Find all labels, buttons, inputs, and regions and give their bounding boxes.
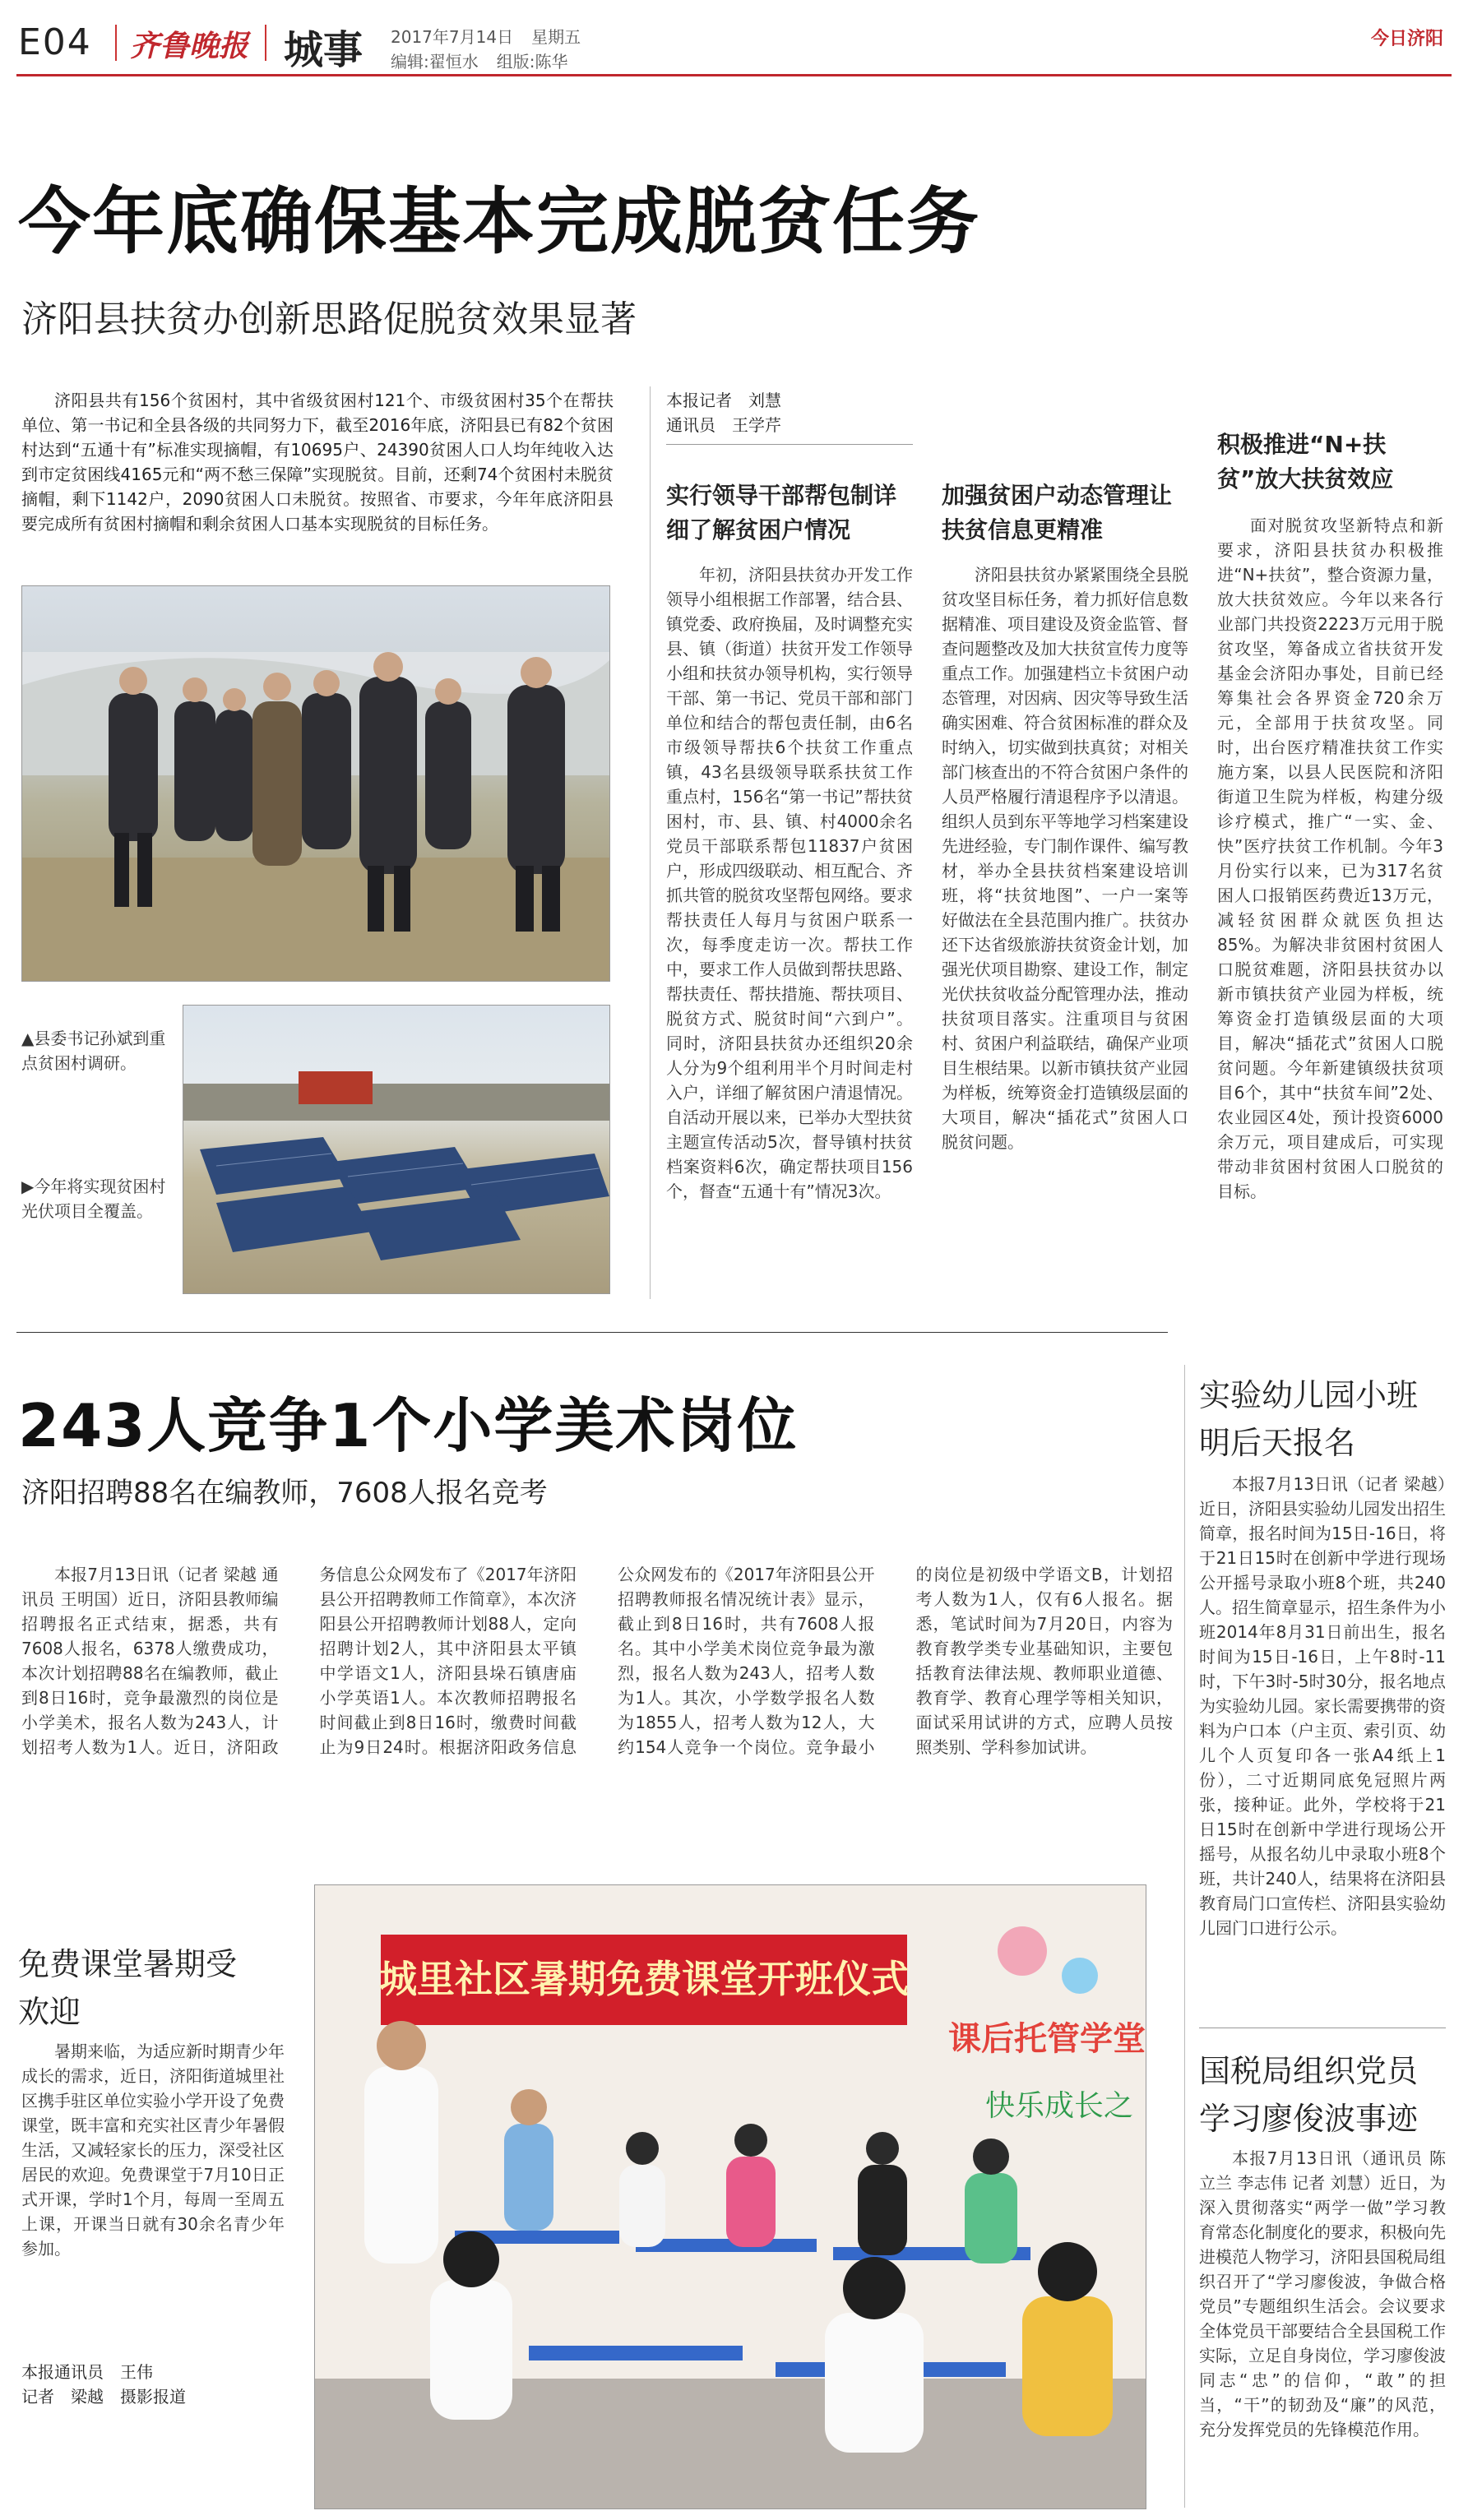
- byline-reporter: 本报记者 刘慧: [666, 391, 781, 410]
- issue-date: 2017年7月14日: [391, 27, 514, 47]
- editor-credit: 编辑:翟恒水: [391, 52, 479, 72]
- headline-tax-bureau: 国税局组织党员学习廖俊波事迹: [1199, 2053, 1419, 2137]
- page-header: [0, 0, 1468, 73]
- story1-col-c: 面对脱贫攻坚新特点和新要求，济阳县扶贫办积极推进“N+扶贫”，整合资源力量，放大扶贫效应。今年以来各行业部门共投资2223万元用于脱贫攻坚，筹备成立省扶贫开发基金会济阳办事处，目前已经筹集社会各界资金720余万元，全部用于扶贫攻坚。同时，出台医疗精准扶贫工作实施方案，以县人民医院和济阳街道卫生院为样板，构建分级诊疗模式，推广“一实、金、快”医疗扶贫工作机制。今年3月份实行以来，已为317名贫困人口报销医药费近13万元，减轻贫困群众就医负担达85%。为解决非贫困村贫困人口脱贫难题，济阳县扶贫办以新市镇扶贫产业园为样板，统筹资金打造镇级层面的大项目，解决“插花式”贫困人口脱贫问题。今年新建镇级扶贫项目6个，其中“扶贫车间”2处、农业园区4处，预计投资6000余万元，项目建成后，可实现带动非贫困村贫困人口脱贫的目标。: [1217, 516, 1443, 1201]
- subhead-b: 加强贫困户动态管理让扶贫信息更精准: [942, 482, 1173, 543]
- photo-officials-visit-art: [22, 586, 609, 981]
- caption-officials: ▲县委书记孙斌到重点贫困村调研。: [21, 1029, 166, 1073]
- subhead-c: 积极推进“N+扶贫”放大扶贫效应: [1217, 431, 1394, 492]
- subhead-a: 实行领导干部帮包制详细了解贫困户情况: [666, 482, 897, 543]
- caption-solar: ▶今年将实现贫困村光伏项目全覆盖。: [21, 1177, 166, 1221]
- story1-col-b: 济阳县扶贫办紧紧围绕全县脱贫攻坚目标任务，着力抓好信息数据精准、项目建设及资金监管、督查问题整改及加大扶贫宣传力度等重点工作。加强建档立卡贫困户动态管理，对因病、因灾等导致生活确实困难、符合贫困标准的群众及时纳入，切实做到扶真贫；对相关部门核查出的不符合贫困户条件的人员严格履行清退程序予以清退。组织人员到东平等地学习档案建设先进经验，专门制作课件、编写教材，举办全县扶贫档案建设培训班，将“扶贫地图”、一户一案等好做法在全县范围内推广。扶贫办还下达省级旅游扶贫资金计划，加强光伏项目勘察、建设工作，制定光伏扶贫收益分配管理办法，推动扶贫项目落实。注重项目与贫困村、贫困户利益联结，确保产业项目生根结果。以新市镇扶贫产业园为样板，统筹资金打造镇级层面的大项目，解决“插花式”贫困人口脱贫问题。: [942, 565, 1188, 1152]
- layout-credit: 组版:陈华: [496, 52, 568, 72]
- divider: [115, 25, 117, 61]
- header-rule: [16, 74, 1452, 76]
- byline-rule: [666, 444, 913, 445]
- story4-byline: 本报通讯员 王伟 记者 梁越 摄影报道: [21, 2362, 186, 2407]
- story5-text: 本报7月13日讯（通讯员 陈立兰 李志伟 记者 刘慧）近日，为深入贯彻落实“两学一做”学习教育常态化制度化的要求，积极向先进模范人物学习，济阳县国税局组织召开了“学习廖俊波，争做合格党员”专题组织生活会。会议要求全体党员干部要结合全县国税工作实际，立足自身岗位，学习廖俊波同志“忠”的信仰，“敢”的担当，“干”的韧劲及“廉”的风范，充分发挥党员的先锋模范作用。: [1199, 2148, 1446, 2439]
- story2-text: 本报7月13日讯（记者 梁越 通讯员 王明国）近日，济阳县教师编招聘报名正式结束，据悉，共有7608人报名，6378人缴费成功，本次计划招聘88名在编教师，截止到8日16时，竞争最激烈的岗位是小学美术，报名人数为243人，计划招考人数为1人。近日，济阳政务信息公众网发布了《2017年济阳县公开招聘教师工作简章》，本次济阳县公开招聘教师计划88人，定向招聘计划2人，其中济阳县太平镇中学语文1人，济阳县垛石镇唐庙小学英语1人。本次教师招聘报名时间截止到8日16时，缴费时间截止为9日24时。根据济阳政务信息公众网发布的《2017年济阳县公开招聘教师报名情况统计表》显示，截止到8日16时，共有7608人报名。其中小学美术岗位竞争最为激烈，报名人数为243人，招考人数为1人。其次，小学数学报名人数为1855人，招考人数为12人，大约154人竞争一个岗位。竞争最小的岗位是初级中学语文B，计划招考人数为1人，仅有6人报名。据悉，笔试时间为7月20日，内容为教育教学类专业基础知识，主要包括教育法律法规、教师职业道德、教育学、教育心理学等相关知识，面试采用试讲的方式，应聘人员按照类别、学科参加试讲。: [21, 1565, 1173, 1757]
- subheadline-main: 济阳县扶贫办创新思路促脱贫效果显著: [21, 298, 637, 340]
- headline-kindergarten: 实验幼儿园小班明后天报名: [1199, 1377, 1419, 1461]
- photo-classroom: [314, 1884, 1146, 2509]
- story4-text: 暑期来临，为适应新时期青少年成长的需求，近日，济阳街道城里社区携手驻区单位实验小学开设了免费课堂，既丰富和充实社区青少年暑假生活，又减轻家长的压力，深受社区居民的欢迎。免费课堂于7月10日正式开课，学时1个月，每周一至周五上课，开课当日就有30余名青少年参加。: [21, 2041, 285, 2259]
- column-rule: [650, 386, 651, 1299]
- wall-text-1: 课后托管学堂: [948, 2020, 1146, 2058]
- newspaper-logo: 齐鲁晚报: [130, 29, 249, 63]
- header-meta: [391, 25, 599, 74]
- divider: [265, 25, 266, 61]
- headline-free-class: 免费课堂暑期受欢迎: [18, 1946, 238, 2030]
- section-rule: [16, 1332, 1168, 1333]
- section-name: 城事: [284, 27, 364, 73]
- story3-text: 本报7月13日讯（记者 梁越）近日，济阳县实验幼儿园发出招生简章，报名时间为15日-16日，将于21日15时在创新中学进行现场公开摇号录取小班8个班，共240人。招生简章显示，招生条件为小班2014年8月31日前出生，报名时间为15日-16日，上午8时-11时，下午3时-5时30分，报名地点为实验幼儿园。家长需要携带的资料为户口本（户主页、索引页、幼儿个人页复印各一张A4纸上1份），二寸近期同底免冠照片两张，接种证。此外，学校将于21日15时在创新中学进行现场公开摇号，从报名幼儿中录取小班8个班，共计240人，结果将在济阳县教育局门口宣传栏、济阳县实验幼儿园门口进行公示。: [1199, 1474, 1446, 1938]
- photo-solar-project: [183, 1005, 610, 1294]
- story1-col-a: 年初，济阳县扶贫办开发工作领导小组根据工作部署，结合县、镇党委、政府换届，及时调整充实县、镇（街道）扶贫开发工作领导小组和扶贫办领导机构，实行领导干部、第一书记、党员干部和部门单位和结合的帮包责任制，由6名市级领导帮扶6个扶贫工作重点镇，43名县级领导联系扶贫工作重点村，156名“第一书记”帮扶贫困村，市、县、镇、村4000余名党员干部联系帮包11837户贫困户，形成四级联动、相互配合、齐抓共管的脱贫攻坚帮包网络。要求帮扶责任人每月与贫困户联系一次，每季度走访一次。帮扶工作中，要求工作人员做到帮扶思路、帮扶责任、帮扶措施、帮扶项目、脱贫方式、脱贫时间“六到户”。同时，济阳县扶贫办还组织20余人分为9个组利用半个月时间走村入户，详细了解贫困户清退情况。自活动开展以来，已举办大型扶贫主题宣传活动5次，督导镇村扶贫档案资料6次，确定帮扶项目156个，督查“五通十有”情况3次。: [666, 565, 913, 1201]
- photo-solar-project-art: [183, 1006, 609, 1293]
- story1-byline: [666, 388, 938, 437]
- subheadline-teachers: 济阳招聘88名在编教师，7608人报名竞考: [21, 1477, 548, 1510]
- column-rule: [1184, 1365, 1185, 2508]
- issue-weekday: 星期五: [531, 27, 581, 47]
- wall-text-2: 快乐成长之: [985, 2089, 1134, 2123]
- headline-main: 今年底确保基本完成脱贫任务: [18, 179, 981, 264]
- byline-correspondent: 通讯员 王学芹: [666, 415, 781, 435]
- photo-classroom-art: [315, 1885, 1146, 2508]
- headline-teachers: 243人竞争1个小学美术岗位: [18, 1391, 799, 1460]
- banner-text: 城里社区暑期免费课堂开班仪式: [379, 1957, 909, 2001]
- page-number: E04: [18, 21, 92, 63]
- section-tag: 今日济阳: [1370, 29, 1443, 49]
- story1-lead: 济阳县共有156个贫困村，其中省级贫困村121个、市级贫困村35个在帮扶单位、第一书记和全县各级的共同努力下，截至2016年底，济阳县已有82个贫困村达到“五通十有”标准实现摘帽，有10695户、24390贫困人口人均年纯收入达到市定贫困线4165元和“两不愁三保障”实现脱贫。目前，还剩74个贫困村未脱贫摘帽，剩下1142户，2090贫困人口未脱贫。按照省、市要求，今年年底济阳县要完成所有贫困村摘帽和剩余贫困人口基本实现脱贫的目标任务。: [21, 391, 614, 534]
- photo-officials-visit: [21, 585, 610, 982]
